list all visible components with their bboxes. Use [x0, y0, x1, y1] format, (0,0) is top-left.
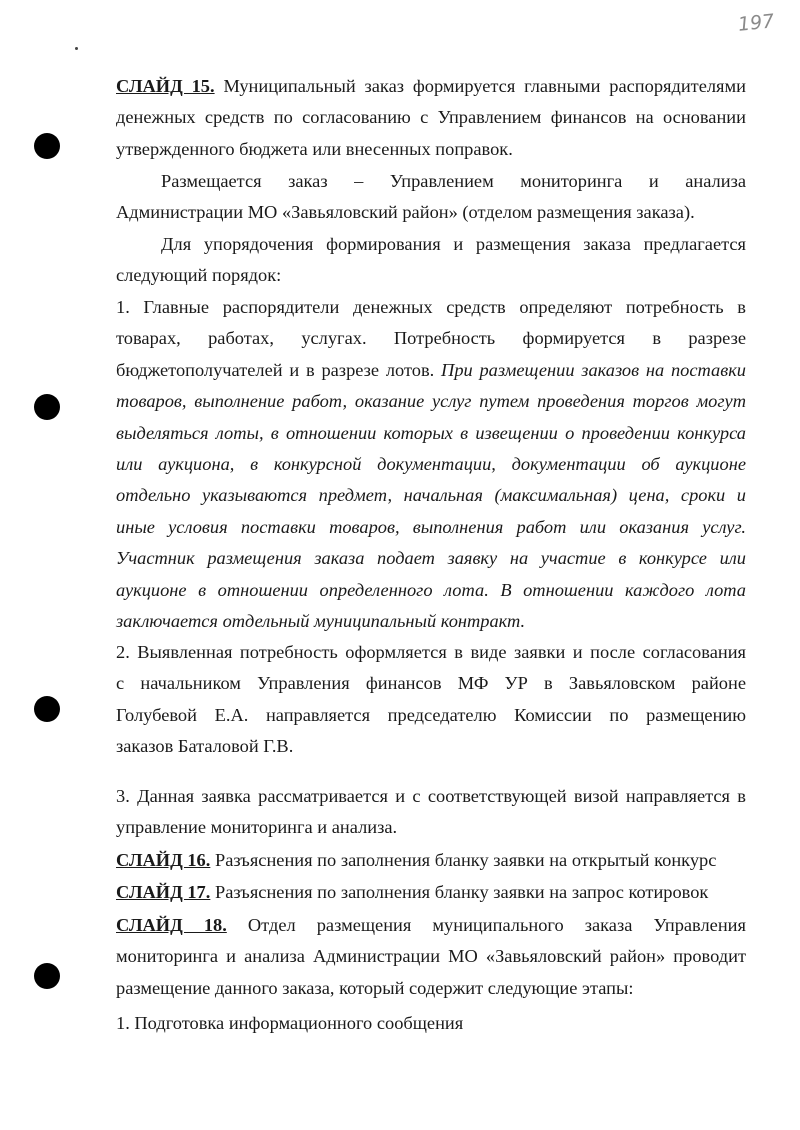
text-line: [116, 845, 746, 876]
text-line: или аукциона, в конкурсной документации, документации об аукционе: [116, 454, 746, 475]
list-item-2: [116, 637, 746, 763]
text-line: [116, 910, 746, 941]
list-item-1: [116, 292, 746, 637]
text-line: [116, 71, 746, 102]
text-line: заключается отдельный муниципальный контракт.: [116, 611, 526, 632]
text-line: с начальником Управления финансов МФ УР в Завьяловском районе: [116, 673, 746, 694]
text-line: 2. Выявленная потребность оформляется в виде заявки и после согласования: [116, 642, 746, 662]
page-number: 197: [736, 10, 776, 36]
text-line: [116, 877, 746, 908]
step-1: [116, 1008, 746, 1039]
punch-hole: [34, 133, 60, 159]
text-line: Размещается заказ – Управлением мониторинга и анализа: [161, 171, 746, 191]
text-line: аукционе в отношении определенного лота. В отношении каждого лота: [116, 579, 746, 600]
text-line: 1. Главные распорядители денежных средств определяют потребность в: [116, 297, 746, 317]
text-line: Голубевой Е.А. направляется председателю Комиссии по размещению: [116, 704, 746, 725]
scan-speck: [75, 47, 78, 50]
text-line: [116, 355, 746, 386]
punch-hole: [34, 696, 60, 722]
text-line: управление мониторинга и анализа.: [116, 817, 398, 838]
text-line: товаров, выполнение работ, оказание услуг путем проведения торгов могут: [116, 391, 746, 412]
text-line: следующий порядок:: [116, 265, 282, 286]
text-line: утвержденного бюджета или внесенных поправок.: [116, 138, 513, 159]
slide16-line: [116, 845, 746, 876]
text-line: Для упорядочения формирования и размещения заказа предлагается: [161, 234, 746, 254]
slide18-paragraph: [116, 910, 746, 1004]
italic-segment: При размещении заказов на поставки: [441, 359, 746, 380]
punch-hole: [34, 394, 60, 420]
slide17-heading: СЛАЙД 17.: [116, 882, 211, 902]
slide16-heading: СЛАЙД 16.: [116, 850, 211, 870]
order-paragraph: [116, 229, 746, 292]
text-line: 1. Подготовка информационного сообщения: [116, 1013, 464, 1033]
text-line: Администрации МО «Завьяловский район» (отделом размещения заказа).: [116, 202, 695, 223]
text-line: мониторинга и анализа Администрации МО «Завьяловский район» проводит: [116, 946, 746, 967]
text-line: денежных средств по согласованию с Управлением финансов на основании: [116, 107, 746, 128]
text-line: выделяться лоты, в отношении которых в извещении о проведении конкурса: [116, 422, 746, 443]
text-segment: Разъяснения по заполнения бланку заявки на открытый конкурс: [214, 850, 717, 870]
text-segment: Отдел размещения муниципального заказа Управления: [247, 915, 746, 935]
placement-paragraph: [116, 166, 746, 229]
text-line: иные условия поставки товаров, выполнения работ или оказания услуг.: [116, 516, 746, 537]
text-line: Участник размещения заказа подает заявку на участие в конкурсе или: [116, 548, 746, 569]
text-segment: Разъяснения по заполнения бланку заявки на запрос котировок: [214, 882, 709, 902]
text-line: товарах, работах, услугах. Потребность формируется в разрезе: [116, 328, 746, 349]
slide18-heading: СЛАЙД 18.: [116, 915, 227, 935]
text-line: 3. Данная заявка рассматривается и с соответствующей визой направляется в: [116, 786, 746, 806]
list-item-3: [116, 781, 746, 844]
slide15-heading: СЛАЙД 15.: [116, 76, 215, 96]
text-line: отдельно указываются предмет, начальная (максимальная) цена, сроки и: [116, 485, 746, 506]
slide17-line: [116, 877, 746, 908]
text-line: заказов Баталовой Г.В.: [116, 736, 294, 757]
text-segment: Муниципальный заказ формируется главными распорядителями: [223, 76, 746, 96]
slide15-paragraph: [116, 71, 746, 165]
punch-hole: [34, 963, 60, 989]
text-line: размещение данного заказа, который содержит следующие этапы:: [116, 977, 634, 998]
text-segment: бюджетополучателей и в разрезе лотов.: [116, 359, 435, 380]
